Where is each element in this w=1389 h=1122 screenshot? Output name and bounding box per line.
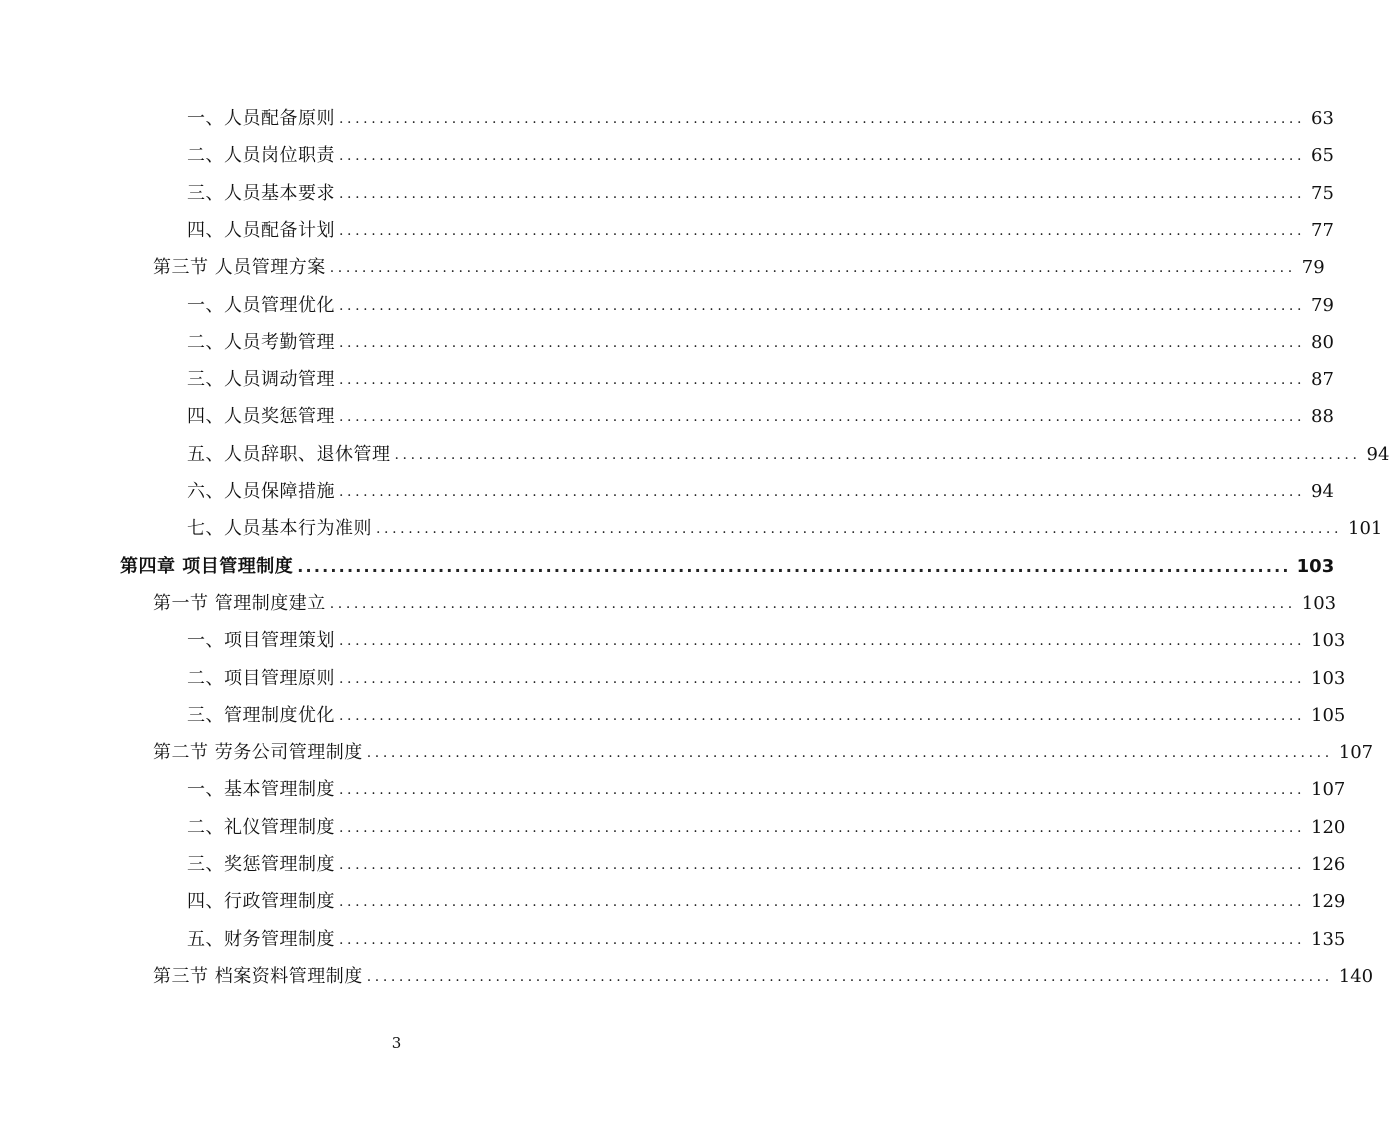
toc-entry-page: 87 xyxy=(1311,368,1334,390)
toc-entry-title: 第四章 项目管理制度 xyxy=(120,555,294,577)
toc-dot-leader: ........................................................................................................................ xyxy=(339,408,1306,425)
toc-dot-leader: ........................................................................................................................ xyxy=(376,520,1343,537)
toc-entry-page: 126 xyxy=(1311,853,1346,875)
toc-entry-title: 二、礼仪管理制度 xyxy=(187,816,335,838)
toc-entry-item xyxy=(187,622,1346,659)
toc-entry-item xyxy=(187,361,1334,398)
toc-entry-title: 一、人员管理优化 xyxy=(187,294,335,316)
toc-entry-chapter xyxy=(120,548,1335,585)
toc-entry-page: 65 xyxy=(1311,144,1334,166)
toc-entry-title: 三、人员基本要求 xyxy=(187,182,335,204)
toc-dot-leader: ........................................................................................................................ xyxy=(339,707,1306,724)
toc-dot-leader: ........................................................................................................................ xyxy=(366,968,1333,985)
toc-entry-section xyxy=(153,249,1325,286)
toc-entry-title: 第三节 人员管理方案 xyxy=(153,256,326,278)
toc-dot-leader: ........................................................................................................................ xyxy=(339,931,1306,948)
toc-entry-title: 七、人员基本行为准则 xyxy=(187,517,372,539)
toc-entry-title: 三、管理制度优化 xyxy=(187,704,335,726)
toc-entry-title: 一、人员配备原则 xyxy=(187,107,335,129)
toc-entry-page: 79 xyxy=(1311,294,1334,316)
toc-entry-item xyxy=(187,846,1346,883)
toc-dot-leader: ........................................................................................................................ xyxy=(329,595,1296,612)
toc-entry-page: 101 xyxy=(1348,517,1383,539)
toc-dot-leader: ........................................................................................................................ xyxy=(339,110,1306,127)
toc-dot-leader: ........................................................................................................................ xyxy=(339,819,1306,836)
toc-entry-page: 103 xyxy=(1311,629,1346,651)
page-number: 3 xyxy=(391,1034,402,1052)
toc-dot-leader: ........................................................................................................................ xyxy=(339,856,1306,873)
toc-entry-item xyxy=(187,921,1346,958)
toc-entry-item xyxy=(187,398,1334,435)
toc-entry-title: 二、项目管理原则 xyxy=(187,667,335,689)
toc-entry-page: 79 xyxy=(1301,256,1325,278)
toc-entry-item xyxy=(187,436,1389,473)
toc-entry-page: 103 xyxy=(1311,667,1346,689)
toc-dot-leader: ........................................................................................................................ xyxy=(339,334,1306,351)
toc-entry-item xyxy=(187,175,1334,212)
toc-dot-leader: ........................................................................................................................ xyxy=(339,297,1306,314)
toc-entry-title: 四、人员奖惩管理 xyxy=(187,405,335,427)
toc-entry-item xyxy=(187,883,1346,920)
toc-entry-page: 105 xyxy=(1311,704,1346,726)
toc-entry-page: 63 xyxy=(1311,107,1334,129)
toc-entry-title: 六、人员保障措施 xyxy=(187,480,335,502)
toc-dot-leader: ........................................................................................................................ xyxy=(339,222,1306,239)
toc-entry-title: 二、人员岗位职责 xyxy=(187,144,335,166)
toc-entry-section xyxy=(153,958,1374,995)
toc-entry-title: 三、人员调动管理 xyxy=(187,368,335,390)
toc-entry-page: 107 xyxy=(1311,778,1346,800)
toc-entry-section xyxy=(153,734,1374,771)
toc-entry-title: 第二节 劳务公司管理制度 xyxy=(153,741,363,763)
toc-entry-page: 103 xyxy=(1301,592,1337,614)
toc-entry-title: 五、人员辞职、退休管理 xyxy=(187,443,391,465)
toc-entry-item xyxy=(187,212,1334,249)
toc-entry-page: 107 xyxy=(1338,741,1374,763)
toc-entry-title: 一、基本管理制度 xyxy=(187,778,335,800)
toc-dot-leader: ........................................................................................................................ xyxy=(339,185,1306,202)
toc-entry-item xyxy=(187,100,1334,137)
toc-dot-leader: ........................................................................................................................ xyxy=(297,556,1291,576)
toc-dot-leader: ........................................................................................................................ xyxy=(394,446,1361,463)
toc-entry-title: 四、人员配备计划 xyxy=(187,219,335,241)
toc-entry-page: 129 xyxy=(1311,890,1346,912)
toc-dot-leader: ........................................................................................................................ xyxy=(339,670,1306,687)
toc-dot-leader: ........................................................................................................................ xyxy=(339,371,1306,388)
toc-entry-item xyxy=(187,771,1346,808)
toc-entry-item xyxy=(187,510,1383,547)
toc-entry-page: 80 xyxy=(1311,331,1334,353)
toc-entry-item xyxy=(187,287,1334,324)
toc-entry-item xyxy=(187,697,1346,734)
toc-dot-leader: ........................................................................................................................ xyxy=(339,483,1306,500)
toc-entry-item xyxy=(187,660,1346,697)
toc-entry-page: 94 xyxy=(1366,443,1389,465)
toc-entry-page: 140 xyxy=(1338,965,1374,987)
toc-entry-item xyxy=(187,473,1334,510)
toc-entry-item xyxy=(187,137,1334,174)
toc-dot-leader: ........................................................................................................................ xyxy=(329,259,1296,276)
toc-entry-title: 四、行政管理制度 xyxy=(187,890,335,912)
toc-entry-page: 94 xyxy=(1311,480,1334,502)
toc-dot-leader: ........................................................................................................................ xyxy=(339,893,1306,910)
toc-entry-item xyxy=(187,809,1346,846)
toc-entry-title: 第一节 管理制度建立 xyxy=(153,592,326,614)
toc-entry-page: 103 xyxy=(1296,555,1335,577)
toc-entry-page: 75 xyxy=(1311,182,1334,204)
toc-entry-title: 三、奖惩管理制度 xyxy=(187,853,335,875)
toc-dot-leader: ........................................................................................................................ xyxy=(339,781,1306,798)
toc-entry-page: 135 xyxy=(1311,928,1346,950)
toc-entry-page: 88 xyxy=(1311,405,1334,427)
toc-entry-title: 五、财务管理制度 xyxy=(187,928,335,950)
toc-entry-page: 77 xyxy=(1311,219,1334,241)
toc-dot-leader: ........................................................................................................................ xyxy=(366,744,1333,761)
toc-entry-title: 第三节 档案资料管理制度 xyxy=(153,965,363,987)
toc-dot-leader: ........................................................................................................................ xyxy=(339,147,1306,164)
toc-dot-leader: ........................................................................................................................ xyxy=(339,632,1306,649)
toc-entry-section xyxy=(153,585,1337,622)
toc-entry-title: 一、项目管理策划 xyxy=(187,629,335,651)
toc-entry-title: 二、人员考勤管理 xyxy=(187,331,335,353)
toc-entry-item xyxy=(187,324,1334,361)
toc-entry-page: 120 xyxy=(1311,816,1346,838)
